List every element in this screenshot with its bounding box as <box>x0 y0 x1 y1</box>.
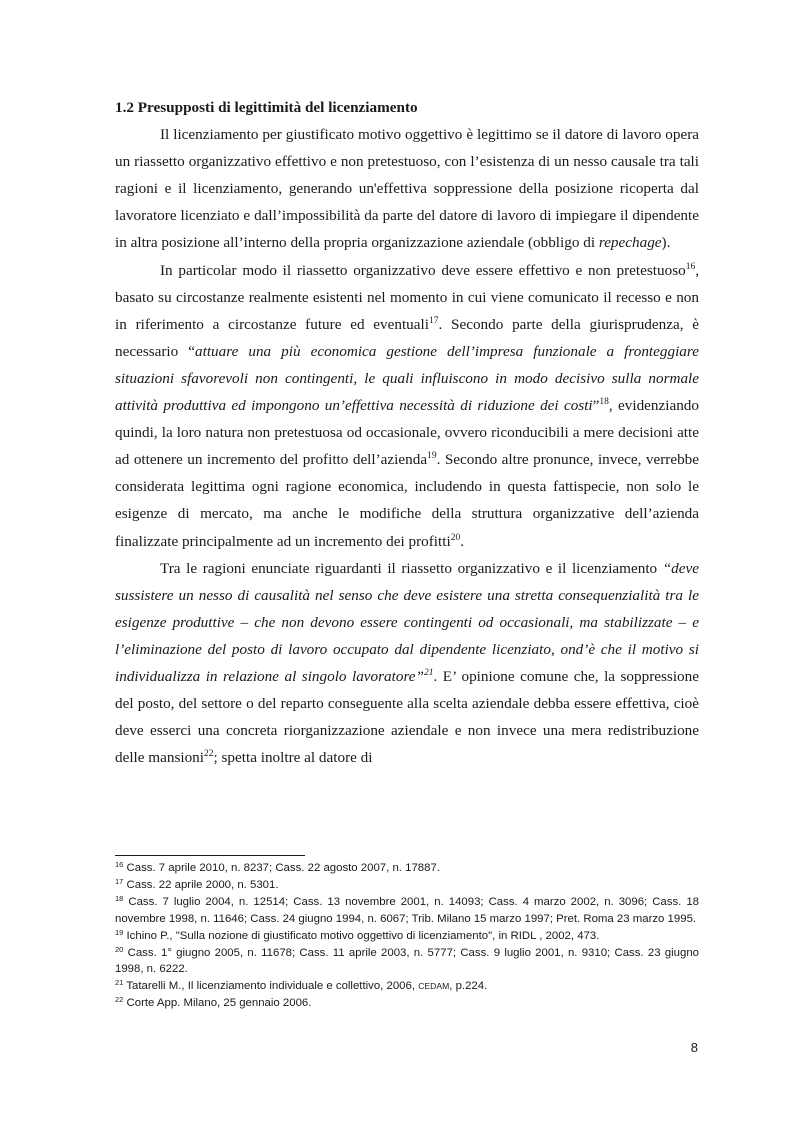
footnote-text: , p.224. <box>449 980 488 993</box>
footnote-ref-16[interactable]: 16 <box>685 261 696 272</box>
footnote-22 <box>115 995 699 1012</box>
paragraph-3-text: Tra le ragioni enunciate riguardanti il riassetto organizzativo e il licenziamento <box>160 559 663 577</box>
footnote-text: Ichino P., "Sulla nozione di giustificato motivo oggettivo di licenziamento", in RIDL , 2002, 473. <box>126 929 600 942</box>
footnote-number: 22 <box>115 995 124 1005</box>
footnote-separator <box>115 855 305 856</box>
footnote-text: Cass. 1° giugno 2005, n. 11678; Cass. 11 aprile 2003, n. 5777; Cass. 9 luglio 2001, n. 9310; Cass. 23 giugno 1998, n. 6222. <box>115 946 700 976</box>
paragraph-2-text: ” <box>592 397 600 415</box>
paragraph-3-text: . E’ opinione comune che, la soppressione del posto, del settore o del reparto conseguente alla scelta aziendale debba essere effettiva, cioè deve esserci una concreta riorganizzazione aziendale e non invece una mera redistribuzione delle mansioni <box>115 667 699 767</box>
paragraph-1-text: Il licenziamento per giustificato motivo oggettivo è legittimo se il datore di lavoro opera un riassetto organizzativo effettivo e non pretestuoso, con l’esistenza di un nesso causale tra tali ragioni e il licenziamento, generando un'effettiva soppressione della posizione ricoperta dal lavoratore licenziato e dall’impossibilità da parte del datore di lavoro di impiegare il dipendente in altra posizione all’interno della propria organizzazione aziendale (obbligo di <box>115 126 699 252</box>
footnote-ref-22[interactable]: 22 <box>204 749 214 760</box>
section-heading: 1.2 Presupposti di legittimità del licenziamento <box>115 99 418 116</box>
paragraph-2-text: . <box>460 532 464 550</box>
paragraph-1-end: ). <box>661 234 671 252</box>
footnotes <box>115 860 699 1012</box>
paragraph-3-quote: “deve sussistere un nesso di causalità nel senso che deve esistere una stretta consequenzialità tra le esigenze produttive – che non devono essere contingenti od occasionali, ma stabilizzate – e l’eliminazione del posto di lavoro occupato dal dipendente licenziato, ond’è che il motivo si individualizza in relazione al singolo lavoratore” <box>115 559 699 685</box>
footnote-18 <box>115 894 699 928</box>
paragraph-2-text: . Secondo altre pronunce, invece, verrebbe considerata legittima ogni ragione economica, includendo in questa fattispecie, non solo le esigenze di mercato, ma anche le modifiche della struttura organizzative dell’azienda finalizzate principalmente ad un incremento dei profitti <box>115 451 699 550</box>
paragraph-2 <box>115 257 699 555</box>
footnote-text: Cass. 7 aprile 2010, n. 8237; Cass. 22 agosto 2007, n. 17887. <box>126 862 440 874</box>
paragraph-2-text: , evidenziando quindi, la loro natura non pretestuosa od occasionale, ovvero riconducibili a mere decisioni atte ad ottenere un incremento del profitto dell’azienda <box>115 397 699 469</box>
footnote-publisher: CEDAM <box>418 981 450 992</box>
paragraph-1 <box>115 121 699 256</box>
footnote-17 <box>115 877 699 894</box>
footnote-ref-20[interactable]: 20 <box>450 532 461 543</box>
paragraph-3-text: ; spetta inoltre al datore di <box>213 749 373 767</box>
footnote-number: 19 <box>115 927 124 937</box>
footnote-ref-18[interactable]: 18 <box>599 397 609 408</box>
footnote-text: Cass. 22 aprile 2000, n. 5301. <box>126 878 279 891</box>
footnote-ref-19[interactable]: 19 <box>427 451 437 462</box>
footnote-21 <box>115 978 699 995</box>
paragraph-2-text: In particolar modo il riassetto organizzativo deve essere effettivo e non pretestuoso <box>160 261 686 279</box>
footnote-number: 16 <box>115 860 124 869</box>
footnote-text: Corte App. Milano, 25 gennaio 2006. <box>126 997 312 1010</box>
footnote-number: 20 <box>115 944 124 954</box>
paragraph-2-text: , basato su circostanze realmente esistenti nel momento in cui viene comunicato il recesso e non in riferimento a circostanze future ed eventuali <box>115 261 699 333</box>
footnote-16 <box>115 860 699 877</box>
footnote-text: Tatarelli M., Il licenziamento individuale e collettivo, 2006, <box>126 980 419 993</box>
paragraph-2-quote: attuare una più economica gestione dell’impresa funzionale a fronteggiare situazioni sfavorevoli non contingenti, le quali influiscono in modo decisivo sulla normale attività produttiva ed impongono un’effettiva necessità di riduzione dei costi <box>115 342 699 415</box>
paragraph-2-text: . Secondo parte della giurisprudenza, è necessario “ <box>115 315 699 360</box>
body-text <box>115 94 699 771</box>
paragraph-3 <box>115 555 699 772</box>
footnote-ref-17[interactable]: 17 <box>428 315 439 326</box>
footnote-text: Cass. 7 luglio 2004, n. 12514; Cass. 13 novembre 2001, n. 14093; Cass. 4 marzo 2002, n. 3096; Cass. 18 novembre 1998, n. 11646; Cass. 24 giugno 1994, n. 6067; Trib. Milano 15 marzo 1997; Pret. Roma 23 marzo 1995. <box>115 895 699 925</box>
footnote-20 <box>115 945 699 979</box>
footnote-number: 17 <box>115 876 124 886</box>
footnote-19 <box>115 928 699 945</box>
footnote-ref-21-number: 21 <box>424 667 434 678</box>
page-number: 8 <box>690 1040 698 1055</box>
paragraph-1-italic: repechage <box>598 234 662 252</box>
footnote-number: 21 <box>115 978 124 988</box>
footnote-ref-21[interactable] <box>424 668 434 678</box>
footnote-number: 18 <box>115 893 124 903</box>
